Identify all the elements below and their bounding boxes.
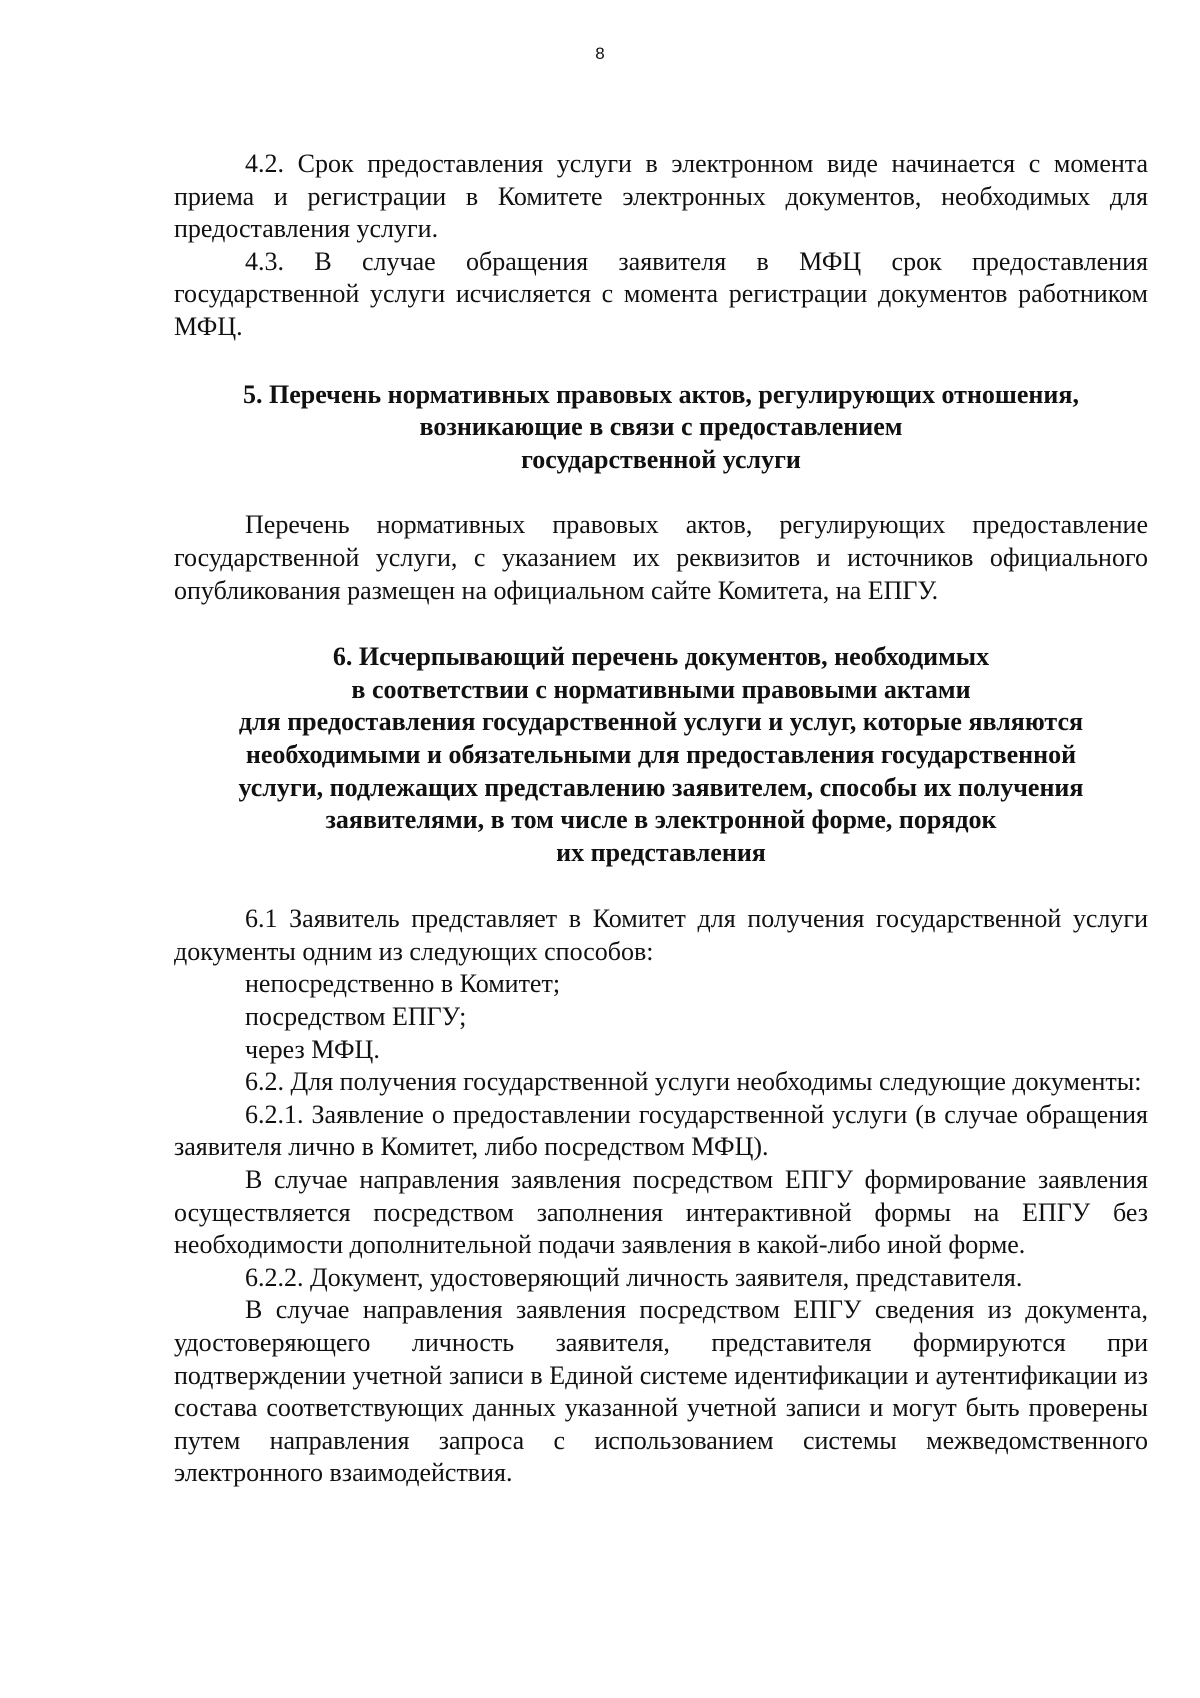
paragraph-epgu-application: В случае направления заявления посредством ЕПГУ формирование заявления осуществляется посредством заполнения интерактивной формы на ЕПГУ без необходимости дополнительной подачи заявления в какой-либо иной форме. xyxy=(174,1165,1148,1260)
method-item: посредством ЕПГУ; xyxy=(245,1002,467,1032)
section-6-heading-line: 6. Исчерпывающий перечень документов, необходимых xyxy=(332,642,990,672)
method-item: через МФЦ. xyxy=(245,1034,380,1064)
section-5-heading-line: государственной услуги xyxy=(521,444,801,474)
paragraph-6-2: 6.2. Для получения государственной услуги необходимы следующие документы: xyxy=(245,1067,1142,1097)
document-body xyxy=(174,148,1148,1490)
section-5-heading-line: возникающие в связи с предоставлением xyxy=(419,412,903,442)
paragraph-epgu-identity: В случае направления заявления посредством ЕПГУ сведения из документа, удостоверяющего личность заявителя, представителя формируются при подтверждении учетной записи в Единой системе идентификации и аутентификации из состава соответствующих данных указанной учетной записи и могут быть проверены путем направления запроса с использованием системы межведомственного электронного взаимодействия. xyxy=(174,1295,1148,1488)
paragraph-4-3: 4.3. В случае обращения заявителя в МФЦ срок предоставления государственной услуги исчисляется с момента регистрации документов работником МФЦ. xyxy=(174,246,1148,341)
paragraph-4-2: 4.2. Срок предоставления услуги в электронном виде начинается с момента приема и регистрации в Комитете электронных документов, необходимых для предоставления услуги. xyxy=(174,149,1148,244)
section-6-heading-line: услуги, подлежащих представлению заявителем, способы их получения xyxy=(238,772,1084,802)
paragraph-6-2-1: 6.2.1. Заявление о предоставлении государственной услуги (в случае обращения заявителя лично в Комитет, либо посредством МФЦ). xyxy=(174,1099,1148,1162)
section-5-heading-line: 5. Перечень нормативных правовых актов, регулирующих отношения, xyxy=(243,379,1079,409)
section-6-heading-line: для предоставления государственной услуги и услуг, которые являются xyxy=(238,707,1084,737)
section-6-heading-line: их представления xyxy=(556,837,766,867)
section-6-heading-line: заявителями, в том числе в электронной форме, порядок xyxy=(325,805,997,835)
section-5-paragraph: Перечень нормативных правовых актов, регулирующих предоставление государственной услуги, с указанием их реквизитов и источников официального опубликования размещен на официальном сайте Комитета, на ЕПГУ. xyxy=(174,510,1148,605)
section-6-heading-line: необходимыми и обязательными для предоставления государственной xyxy=(245,739,1077,769)
page-number: 8 xyxy=(595,44,605,63)
paragraph-6-2-2: 6.2.2. Документ, удостоверяющий личность заявителя, представителя. xyxy=(245,1262,1023,1292)
method-item: непосредственно в Комитет; xyxy=(245,969,561,999)
section-5-heading xyxy=(174,379,1148,477)
section-6-heading-line: в соответствии с нормативными правовыми актами xyxy=(351,674,971,704)
paragraph-6-1: 6.1 Заявитель представляет в Комитет для получения государственной услуги документы одним из следующих способов: xyxy=(174,904,1148,966)
section-6-heading xyxy=(174,641,1148,869)
